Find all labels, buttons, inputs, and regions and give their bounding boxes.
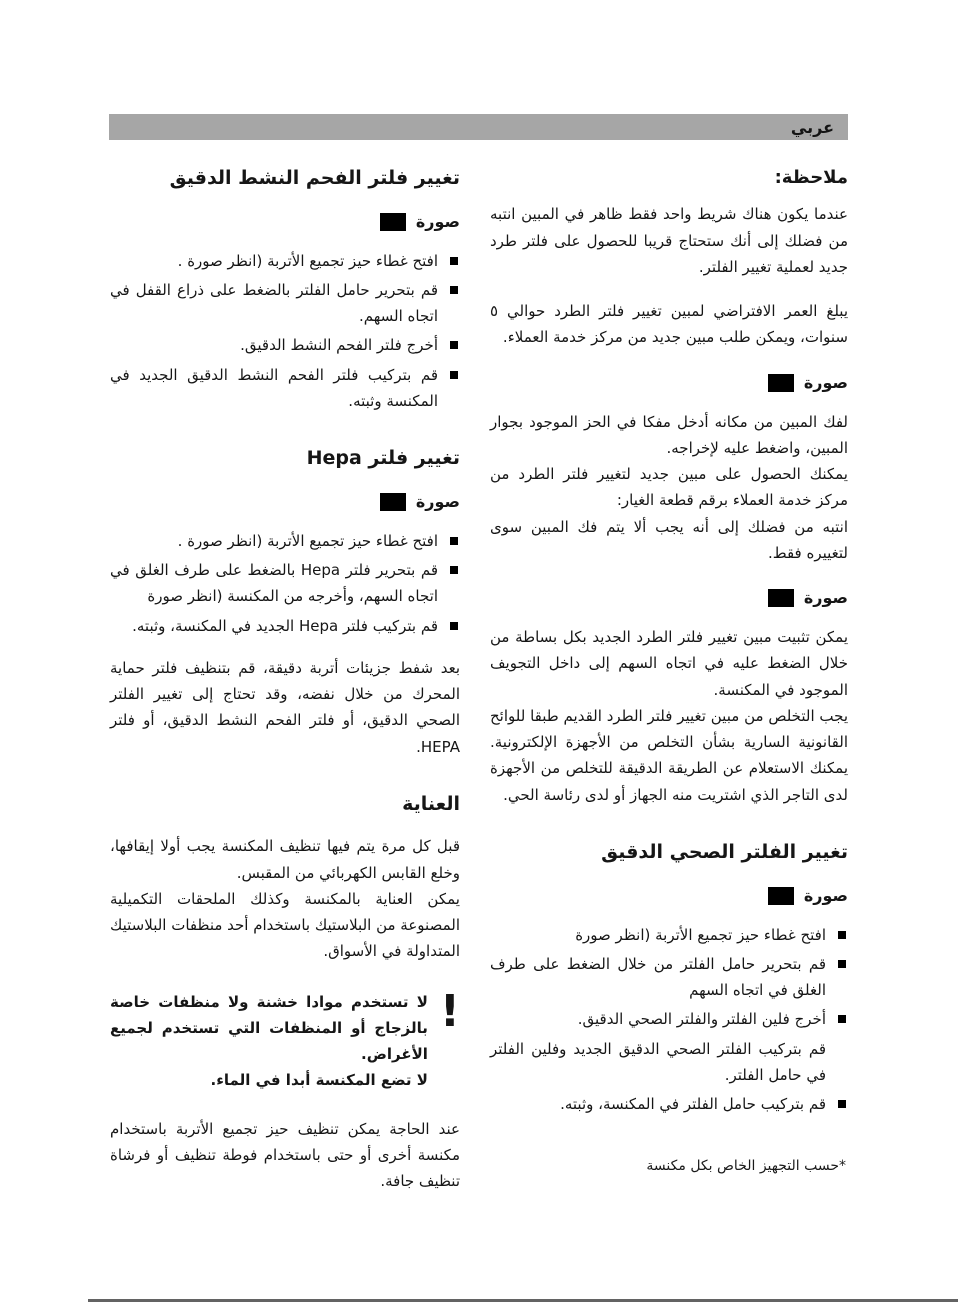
note-paragraph-2: يبلغ العمر الافتراضي لمبين تغيير فلتر الطرد حوالي ٥ سنوات، ويمكن طلب مبين جديد من مركز خدمة العملاء. [490, 302, 848, 347]
note-paragraph-5: انتبه من فضلك إلى أنه يجب ألا يتم فك المبين سوى لتغييره فقط. [490, 517, 848, 562]
care-paragraph-2: يمكن العناية بالمكنسة وكذلك الملحقات التكميلية المصنوعة من البلاستيك باستخدام أحد منظفات البلاستيك المتداولة في الأسواق. [109, 889, 460, 961]
hepa-note-paragraph: بعد شفط جزيئات أتربة دقيقة، قم بتنظيف فلتر حماية المحرك من خلال نفضه، وقد تحتاج إلى تغيير الفلتر الصحي الدقيق، أو فلتر الفحم النشط الدقيق، أو فلتر HEPA. [110, 658, 460, 756]
care-paragraph-3: عند الحاجة يمكن تنظيف حيز تجميع الأتربة باستخدام مكنسة أخرى أو حتى باستخدام فوطة تنظيف أو فرشاة تنظيف جافة. [110, 1119, 460, 1191]
list-item: افتح غطاء حيز تجميع الأتربة (انظر صورة . [110, 528, 460, 554]
warning-line-2: لا تضع المكنسة أبدا في الماء. [210, 1071, 428, 1090]
note-paragraph-6: يمكن تثبيت مبين تغيير فلتر الطرد الجديد بكل بساطة من خلال الضغط عليه في اتجاه السهم إلى داخل التجويف الموجود في المكنسة. [490, 628, 848, 699]
list-item: افتح غطاء حيز تجميع الأتربة (انظر صورة [490, 922, 848, 948]
list-item: قم بتحرير حامل الفلتر بالضغط على ذراع القفل في اتجاه السهم. [110, 277, 460, 330]
warning-block [110, 985, 460, 1094]
note-paragraph-1: عندما يكون هناك شريط واحد فقط ظاهر في المبين انتبه من فضلك إلى أنك ستحتاج قريبا للحصول على فلتر طرد جديد لعملية تغيير الفلتر. [490, 205, 848, 276]
list-item: قم بتركيب فلتر الفحم النشط الدقيق الجديد في المكنسة وثبته. [110, 362, 460, 415]
figure-label: صورة [803, 885, 848, 905]
content-columns [110, 166, 848, 1208]
figure-number-box [768, 374, 794, 392]
hygiene-filter-steps [490, 922, 848, 1118]
figure-number-box [768, 887, 794, 905]
scan-artifact-line [88, 1299, 958, 1302]
list-item: أخرج فلين الفلتر والفلتر الصحي الدقيق. [490, 1006, 848, 1032]
right-column [490, 166, 848, 1208]
language-header-bar [109, 114, 848, 140]
figure-label: صورة [803, 372, 848, 392]
figure-reference [490, 369, 848, 397]
hygiene-filter-heading: تغيير الفلتر الصحي الدقيق [601, 840, 848, 863]
list-item: أخرج فلتر الفحم النشط الدقيق. [110, 332, 460, 358]
hepa-filter-steps [110, 528, 460, 639]
list-item: افتح غطاء حيز تجميع الأتربة (انظر صورة . [110, 248, 460, 274]
list-item: قم بتركيب فلتر Hepa الجديد في المكنسة، وثبته. [110, 613, 460, 639]
note-heading: ملاحظة: [774, 167, 848, 188]
care-heading: العناية [402, 792, 460, 815]
carbon-filter-steps [110, 248, 460, 415]
note-paragraph-3: لفك المبين من مكانه أدخل مفكا في الحز الموجود بجوار المبين، واضغط عليه لإخراجه. [490, 412, 848, 457]
footnote: *حسب التجهيز الخاص بكل مكنسة [646, 1158, 846, 1174]
list-item: قم بتحرير حامل الفلتر من خلال الضغط على طرف الغلق في اتجاه السهم [490, 951, 848, 1004]
warning-text [110, 989, 428, 1094]
list-item: قم بتحرير فلتر Hepa بالضغط على طرف الغلق في اتجاه السهم، وأخرجه من المكنسة (انظر صورة [110, 557, 460, 610]
carbon-filter-heading: تغيير فلتر الفحم النشط الدقيق [169, 167, 460, 189]
figure-reference [110, 208, 460, 236]
language-label: عربي [790, 117, 834, 137]
figure-reference [110, 488, 460, 516]
figure-reference [490, 882, 848, 910]
figure-label: صورة [803, 588, 848, 608]
figure-reference [490, 584, 848, 612]
exclamation-icon: ! [439, 985, 460, 1037]
note-paragraph-7: يجب التخلص من مبين تغيير فلتر الطرد القديم طبقا للوائح القانونية السارية بشأن التخلص من الأجهزة الإلكترونية. يمكنك الاستعلام عن الطريقة الدقيقة للتخلص من الأجهزة لدى التاجر الذي اشتريت منه الجهاز أو لدى رئاسة الحي. [490, 706, 848, 804]
hepa-filter-heading: تغيير فلتر Hepa [306, 447, 460, 470]
figure-label: صورة [415, 491, 460, 511]
note-paragraph-4: يمكنك الحصول على مبين جديد لتغيير فلتر الطرد من مركز خدمة العملاء برقم قطعة الغيار: [490, 465, 848, 510]
list-item: قم بتركيب الفلتر الصحي الدقيق الجديد وفلين الفلتر في حامل الفلتر. [490, 1039, 826, 1084]
warning-line-1: لا تستخدم موادا خشنة ولا منظفات خاصة بالزجاج أو المنظفات التي تستخدم لجميع الأغراض. [110, 992, 428, 1064]
figure-label: صورة [415, 211, 460, 231]
care-paragraph-1: قبل كل مرة يتم فيها تنظيف المكنسة يجب أولا إيقافها، وخلع القابس الكهربائي من المقبس. [110, 837, 460, 882]
left-column [110, 166, 460, 1208]
figure-number-box [380, 493, 406, 511]
figure-number-box [768, 589, 794, 607]
figure-number-box [380, 213, 406, 231]
list-item: قم بتركيب حامل الفلتر في المكنسة، وثبته. [490, 1091, 848, 1117]
